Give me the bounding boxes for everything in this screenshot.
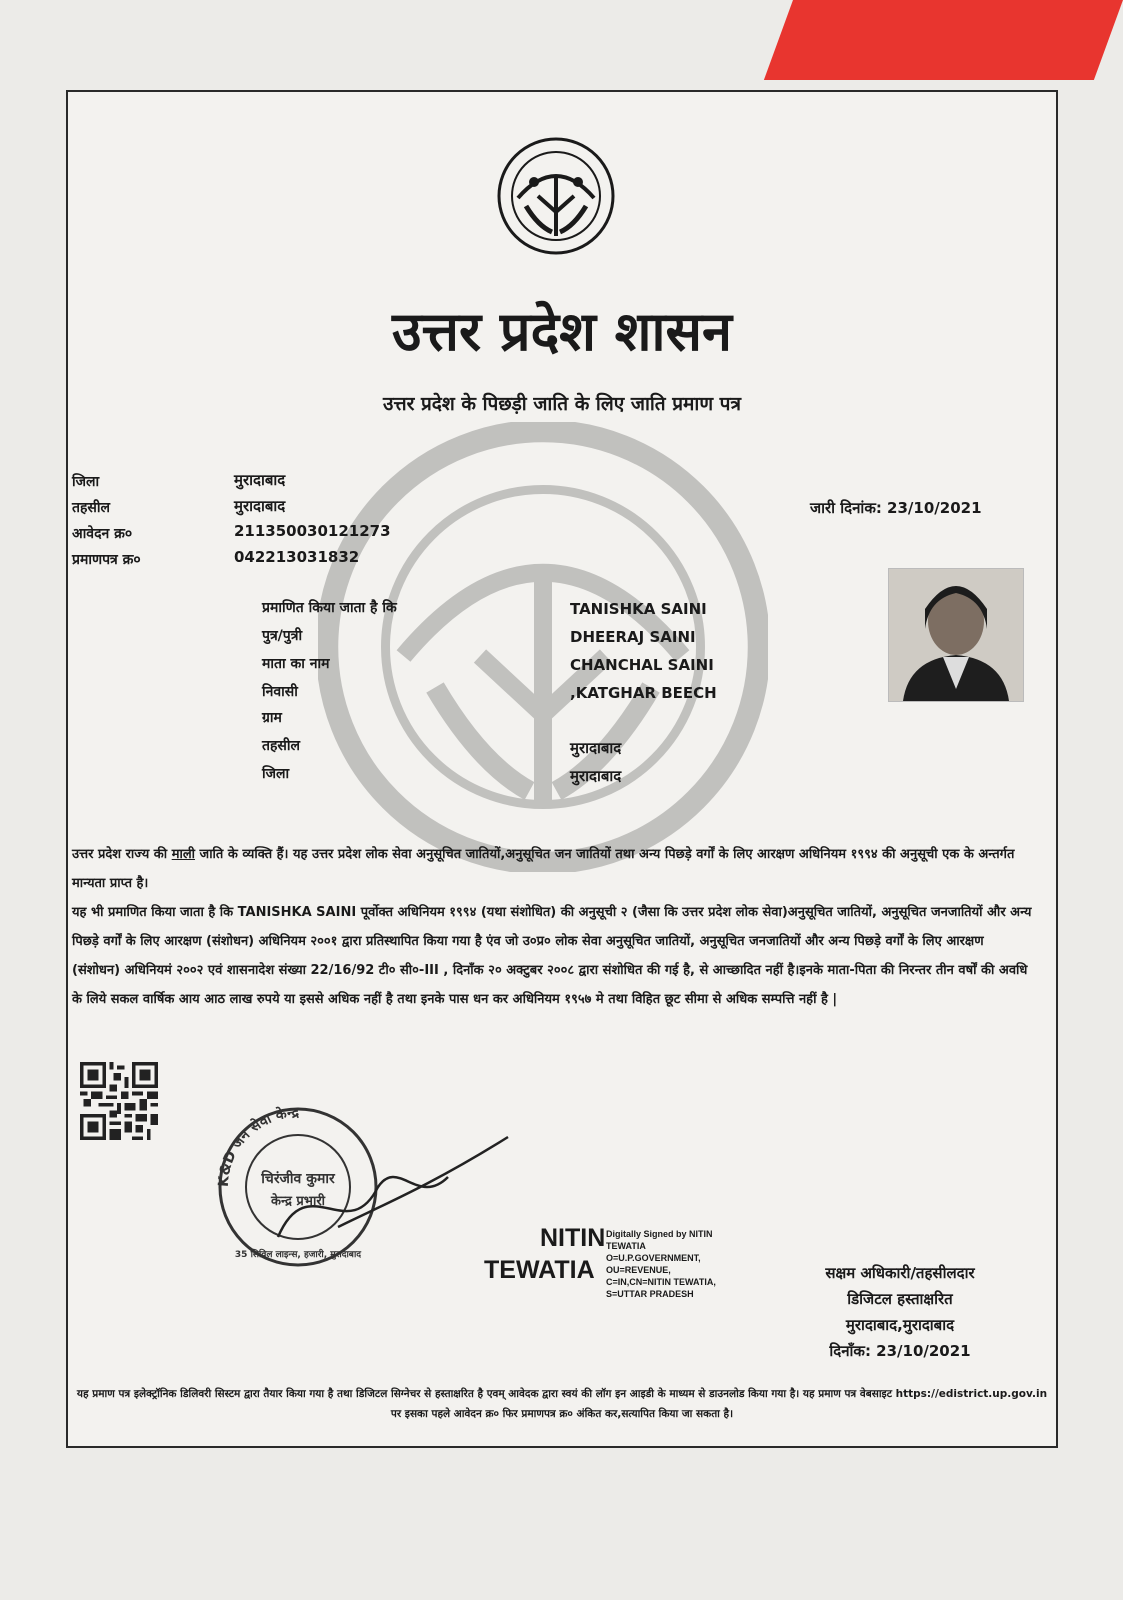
detail-tehsil-value: मुरादाबाद (570, 739, 622, 757)
signature-detail: Digitally Signed by NITIN (606, 1229, 713, 1239)
signature-detail: OU=REVENUE, (606, 1265, 671, 1275)
certified-label: प्रमाणित किया जाता है कि (262, 600, 397, 616)
officer-designation: सक्षम अधिकारी/तहसीलदार (825, 1264, 975, 1282)
caste-name: माली (171, 847, 196, 862)
signature-detail: O=U.P.GOVERNMENT, (606, 1253, 701, 1263)
certificate-no-value: 042213031832 (234, 548, 360, 566)
verification-footer: यह प्रमाण पत्र इलेक्ट्रॉनिक डिलिवरी सिस्टम द्वारा तैयार किया गया है तथा डिजिटल सिग्नेचर से हस्ताक्षरित है एवम् आवेदक द्वारा स्वयं की लॉग इन आइडी के माध्यम से डाउनलोड किया गया है। यह प्रमाण पत्र वेबसाइट https://edistrict.up.gov.in पर इसका पहले आवेदन क्र० फिर प्रमाणपत्र क्र० अंकित कर,सत्यापित किया जा सकता है। (76, 1388, 1048, 1420)
mother-name: CHANCHAL SAINI (570, 656, 714, 674)
signature-detail: S=UTTAR PRADESH (606, 1289, 694, 1299)
seal-address: 35 सिविल लाइन्स, हजारी, मुरादाबाद (234, 1250, 362, 1260)
digital-signature-block (484, 1224, 784, 1314)
officer-signed-status: डिजिटल हस्ताक्षरित (847, 1290, 953, 1308)
seal-name: चिरंजीव कुमार (261, 1171, 335, 1187)
resident-value: ,KATGHAR BEECH (570, 684, 717, 702)
signature-detail: TEWATIA (606, 1241, 646, 1251)
applicant-name: TANISHKA SAINI (570, 600, 707, 618)
officer-block (780, 1260, 1020, 1364)
red-paper-corner (764, 0, 1123, 80)
signature-details (606, 1228, 716, 1300)
caste-certificate (66, 90, 1058, 1448)
officer-location: मुरादाबाद,मुरादाबाद (845, 1316, 955, 1334)
district-label: जिला (72, 474, 100, 490)
signer-name-line2: TEWATIA (484, 1256, 595, 1284)
p1-suffix: जाति के व्यक्ति हैं। यह उत्तर प्रदेश लोक सेवा अनुसूचित जातियों,अनुसूचित जन जातियों तथा अन्य पिछड़े वर्गों के लिए आरक्षण अधिनियम १९९४ की अनुसूची एक के अन्तर्गत मान्यता प्राप्त है। (72, 847, 1015, 891)
signer-name-line1: NITIN (540, 1224, 606, 1252)
detail-district-label: जिला (262, 766, 290, 782)
up-government-emblem (496, 136, 616, 256)
certificate-paragraph-1 (72, 840, 1032, 898)
signature-detail: C=IN,CN=NITIN TEWATIA, (606, 1277, 716, 1287)
qr-code (80, 1062, 158, 1140)
seal-designation: केन्द्र प्रभारी (270, 1194, 326, 1209)
issue-date: जारी दिनांक: 23/10/2021 (810, 499, 982, 517)
tehsil-label: तहसील (72, 500, 110, 516)
applicant-photo (888, 568, 1024, 702)
handwritten-signature (278, 1137, 508, 1237)
village-label: ग्राम (262, 710, 282, 726)
officer-date: दिनाँक: 23/10/2021 (829, 1342, 971, 1360)
certificate-no-label: प्रमाणपत्र क्र० (72, 552, 141, 568)
certificate-title: उत्तर प्रदेश के पिछड़ी जाति के लिए जाति प्रमाण पत्र (383, 393, 741, 415)
p1-prefix: उत्तर प्रदेश राज्य की (72, 847, 168, 862)
government-title: उत्तर प्रदेश शासन (392, 299, 732, 363)
father-name: DHEERAJ SAINI (570, 628, 696, 646)
detail-tehsil-label: तहसील (262, 738, 300, 754)
seal-ring-text: K&D जन सेवा केन्द्र (215, 1104, 300, 1188)
detail-district-value: मुरादाबाद (570, 767, 622, 785)
district-value: मुरादाबाद (234, 471, 286, 489)
application-no-value: 211350030121273 (234, 522, 391, 540)
tehsil-value: मुरादाबाद (234, 497, 286, 515)
emblem-watermark (318, 422, 768, 872)
rubber-stamp-seal (188, 1087, 518, 1267)
resident-label: निवासी (262, 684, 298, 700)
son-daughter-label: पुत्र/पुत्री (262, 628, 303, 644)
mother-name-label: माता का नाम (262, 656, 330, 672)
application-no-label: आवेदन क्र० (72, 526, 133, 542)
certificate-paragraph-2: यह भी प्रमाणित किया जाता है कि TANISHKA SAINI पूर्वोक्त अधिनियम १९९४ (यथा संशोधित) की अनुसूची २ (जैसा कि उत्तर प्रदेश लोक सेवा)अनुसूचित जातियों, अनुसूचित जनजातियों और अन्य पिछड़े वर्गों के लिए आरक्षण (संशोधन) अधिनियम २००१ द्वारा प्रतिस्थापित किया गया है एंव जो उ०प्र० लोक सेवा अनुसूचित जातियों, अनुसूचित जनजातियों और अन्य पिछड़े वर्गों के लिए आरक्षण (संशोधन) अधिनियमं २००२ एवं शासनादेश संख्या 22/16/92 टी० सी०-III , दिनाँक २० अक्टुबर २००८ द्वारा संशोधित की गई है, से आच्छादित नहीं है।इनके माता-पिता की निरन्तर तीन वर्षों की अवधि के लिये सकल वार्षिक आय आठ लाख रुपये या इससे अधिक नहीं है तथा इनके पास धन कर अधिनियम १९५७ मे तथा विहित छूट सीमा से अधिक सम्पत्ति नहीं है | (72, 905, 1032, 1007)
